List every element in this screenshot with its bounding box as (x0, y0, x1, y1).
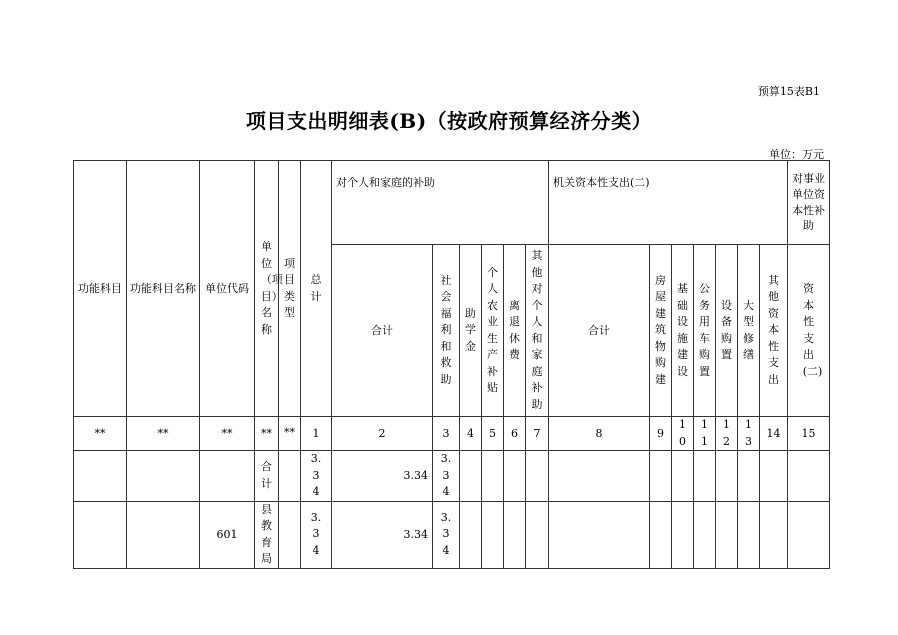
index-cell: 7 (526, 417, 549, 451)
index-cell: 14 (760, 417, 788, 451)
header-equipment: 设备购置 (716, 245, 738, 417)
index-cell: ** (200, 417, 255, 451)
header-stipend: 助学金 (460, 245, 482, 417)
index-cell: 9 (650, 417, 672, 451)
header-other-capital: 其他资本性支出 (760, 245, 788, 417)
cell-unit-code (200, 451, 255, 502)
index-cell: 3 (433, 417, 460, 451)
header-other-personal: 其他对个人和家庭补助 (526, 245, 549, 417)
header-unit-name: 单位（项目）名称 (255, 161, 279, 417)
index-cell: 4 (460, 417, 482, 451)
expenditure-table (73, 160, 830, 569)
cell-personal-subtotal: 3.34 (332, 451, 433, 502)
header-unit-code: 单位代码 (200, 161, 255, 417)
header-retirement: 离退休费 (504, 245, 526, 417)
index-cell: 2 (332, 417, 433, 451)
header-project-type: 项目类型 (279, 161, 301, 417)
header-welfare: 社会福利和救助 (433, 245, 460, 417)
header-group-capital-expenditure: 机关资本性支出(二) (549, 161, 788, 245)
index-cell: 1 (301, 417, 332, 451)
header-personal-subtotal: 合计 (332, 245, 433, 417)
index-cell: 15 (788, 417, 830, 451)
header-capital-enterprise: 资本性支出(二) (788, 245, 830, 417)
index-cell: 10 (672, 417, 694, 451)
cell-welfare: 3.34 (433, 451, 460, 502)
table-row (74, 501, 830, 568)
unit-label: 单位：万元 (769, 148, 824, 161)
header-capital-subtotal: 合计 (549, 245, 650, 417)
cell-unit-name: 县教育局 (255, 501, 279, 568)
index-cell: ** (74, 417, 127, 451)
index-cell: 12 (716, 417, 738, 451)
table-row (74, 451, 830, 502)
index-cell: ** (127, 417, 200, 451)
header-group-enterprise-capital: 对事业单位资本性补助 (788, 161, 830, 245)
header-building: 房屋建筑物购建 (650, 245, 672, 417)
cell-welfare: 3.34 (433, 501, 460, 568)
cell-unit-code: 601 (200, 501, 255, 568)
index-cell: 13 (738, 417, 760, 451)
form-code: 预算15表B1 (757, 85, 820, 98)
column-index-row (74, 417, 830, 451)
cell-project-type (279, 501, 301, 568)
header-total: 总计 (301, 161, 332, 417)
cell-total: 3.34 (301, 501, 332, 568)
header-agri-subsidy: 个人农业生产补贴 (482, 245, 504, 417)
page-title: 项目支出明细表(B)（按政府预算经济分类） (245, 109, 653, 133)
index-cell: 5 (482, 417, 504, 451)
index-cell: 11 (694, 417, 716, 451)
header-func-name: 功能科目名称 (127, 161, 200, 417)
cell-personal-subtotal: 3.34 (332, 501, 433, 568)
cell-func-name (127, 451, 200, 502)
index-cell: ** (279, 417, 301, 451)
header-vehicle: 公务用车购置 (694, 245, 716, 417)
cell-unit-name: 合计 (255, 451, 279, 502)
cell-func-name (127, 501, 200, 568)
header-infrastructure: 基础设施建设 (672, 245, 694, 417)
index-cell: ** (255, 417, 279, 451)
header-repair: 大型修缮 (738, 245, 760, 417)
cell-func-code (74, 501, 127, 568)
cell-func-code (74, 451, 127, 502)
index-cell: 8 (549, 417, 650, 451)
header-func-code: 功能科目 (74, 161, 127, 417)
cell-total: 3.34 (301, 451, 332, 502)
header-group-personal-subsidy: 对个人和家庭的补助 (332, 161, 549, 245)
cell-project-type (279, 451, 301, 502)
index-cell: 6 (504, 417, 526, 451)
